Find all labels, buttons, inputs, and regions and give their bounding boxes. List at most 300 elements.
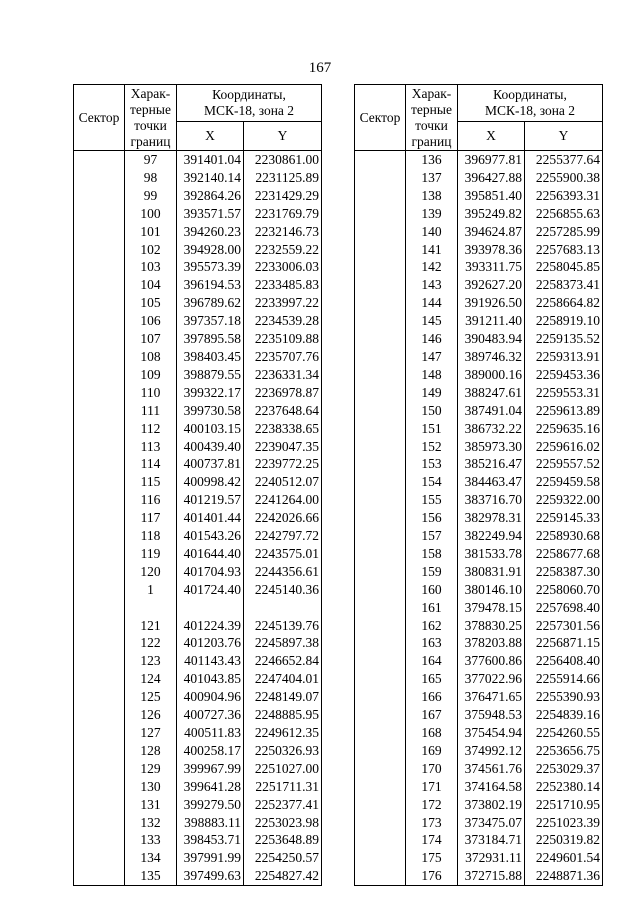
table-row	[74, 581, 322, 599]
x-coordinate-cell: 389746.32	[458, 348, 525, 366]
table-row	[74, 223, 322, 241]
point-number-cell: 125	[125, 688, 177, 706]
x-coordinate-cell: 373184.71	[458, 831, 525, 849]
table-row	[355, 742, 603, 760]
x-coordinate-cell: 400103.15	[177, 420, 244, 438]
table-row	[74, 831, 322, 849]
sector-cell	[355, 760, 406, 778]
table-row	[74, 384, 322, 402]
x-coordinate-cell: 400511.83	[177, 724, 244, 742]
header-coordinates: Координаты, МСК-18, зона 2	[458, 85, 603, 122]
sector-cell	[355, 814, 406, 832]
sector-cell	[74, 438, 125, 456]
table-row	[355, 688, 603, 706]
coordinates-table-right	[354, 84, 603, 886]
sector-cell	[74, 384, 125, 402]
x-coordinate-cell: 396789.62	[177, 294, 244, 312]
sector-cell	[74, 634, 125, 652]
y-coordinate-cell: 2258677.68	[525, 545, 603, 563]
point-number-cell: 156	[406, 509, 458, 527]
y-coordinate-cell: 2259322.00	[525, 491, 603, 509]
y-coordinate-cell: 2232146.73	[244, 223, 322, 241]
point-number-cell: 110	[125, 384, 177, 402]
point-number-cell: 111	[125, 402, 177, 420]
table-row	[74, 366, 322, 384]
x-coordinate-cell: 390483.94	[458, 330, 525, 348]
x-coordinate-cell: 396194.53	[177, 276, 244, 294]
sector-cell	[74, 760, 125, 778]
y-coordinate-cell: 2255900.38	[525, 169, 603, 187]
y-coordinate-cell: 2254827.42	[244, 867, 322, 885]
x-coordinate-cell: 400258.17	[177, 742, 244, 760]
x-coordinate-cell: 380146.10	[458, 581, 525, 599]
x-coordinate-cell: 388247.61	[458, 384, 525, 402]
table-row	[355, 509, 603, 527]
x-coordinate-cell: 401644.40	[177, 545, 244, 563]
y-coordinate-cell: 2248149.07	[244, 688, 322, 706]
table-row	[355, 241, 603, 259]
table-row	[74, 348, 322, 366]
table-row	[355, 455, 603, 473]
table-row	[355, 276, 603, 294]
x-coordinate-cell: 391211.40	[458, 312, 525, 330]
point-number-cell: 99	[125, 187, 177, 205]
sector-cell	[74, 420, 125, 438]
point-number-cell: 152	[406, 438, 458, 456]
point-number-cell: 154	[406, 473, 458, 491]
table-row	[74, 276, 322, 294]
table-row	[74, 420, 322, 438]
x-coordinate-cell: 397991.99	[177, 849, 244, 867]
table-row	[355, 670, 603, 688]
sector-cell	[355, 402, 406, 420]
x-coordinate-cell: 381533.78	[458, 545, 525, 563]
sector-cell	[74, 455, 125, 473]
table-row	[355, 599, 603, 617]
y-coordinate-cell: 2257698.40	[525, 599, 603, 617]
x-coordinate-cell: 400439.40	[177, 438, 244, 456]
x-coordinate-cell: 375454.94	[458, 724, 525, 742]
table-row	[355, 634, 603, 652]
table-row	[74, 241, 322, 259]
y-coordinate-cell: 2259145.33	[525, 509, 603, 527]
sector-cell	[355, 599, 406, 617]
table-row	[355, 169, 603, 187]
y-coordinate-cell: 2230861.00	[244, 151, 322, 169]
point-number-cell: 148	[406, 366, 458, 384]
y-coordinate-cell: 2253648.89	[244, 831, 322, 849]
y-coordinate-cell: 2238338.65	[244, 420, 322, 438]
x-coordinate-cell: 399279.50	[177, 796, 244, 814]
sector-cell	[74, 581, 125, 599]
point-number-cell: 120	[125, 563, 177, 581]
y-coordinate-cell: 2231125.89	[244, 169, 322, 187]
y-coordinate-cell: 2257301.56	[525, 617, 603, 635]
sector-cell	[74, 312, 125, 330]
y-coordinate-cell: 2253029.37	[525, 760, 603, 778]
header-sector: Сектор	[74, 85, 125, 151]
sector-cell	[74, 223, 125, 241]
table-row	[355, 473, 603, 491]
table-row	[355, 187, 603, 205]
y-coordinate-cell: 2234539.28	[244, 312, 322, 330]
sector-cell	[355, 187, 406, 205]
table-row	[74, 169, 322, 187]
x-coordinate-cell: 389000.16	[458, 366, 525, 384]
header-y: Y	[244, 122, 322, 151]
point-number-cell: 133	[125, 831, 177, 849]
table-row	[355, 796, 603, 814]
table-row	[355, 867, 603, 885]
table-row	[355, 348, 603, 366]
y-coordinate-cell: 2254839.16	[525, 706, 603, 724]
table-row	[355, 312, 603, 330]
point-number-cell: 134	[125, 849, 177, 867]
point-number-cell: 164	[406, 652, 458, 670]
y-coordinate-cell: 2249612.35	[244, 724, 322, 742]
point-number-cell: 140	[406, 223, 458, 241]
x-coordinate-cell: 398879.55	[177, 366, 244, 384]
y-coordinate-cell: 2245140.36	[244, 581, 322, 599]
x-coordinate-cell: 394624.87	[458, 223, 525, 241]
point-number-cell: 117	[125, 509, 177, 527]
y-coordinate-cell: 2255914.66	[525, 670, 603, 688]
table-row	[74, 778, 322, 796]
sector-cell	[355, 634, 406, 652]
x-coordinate-cell: 393571.57	[177, 205, 244, 223]
sector-cell	[355, 670, 406, 688]
table-row	[74, 455, 322, 473]
point-number-cell: 97	[125, 151, 177, 169]
y-coordinate-cell: 2259616.02	[525, 438, 603, 456]
table-row	[355, 778, 603, 796]
y-coordinate-cell: 2232559.22	[244, 241, 322, 259]
sector-cell	[355, 527, 406, 545]
x-coordinate-cell: 372931.11	[458, 849, 525, 867]
point-number-cell: 109	[125, 366, 177, 384]
point-number-cell: 124	[125, 670, 177, 688]
x-coordinate-cell: 387491.04	[458, 402, 525, 420]
point-number-cell: 147	[406, 348, 458, 366]
point-number-cell: 146	[406, 330, 458, 348]
table-row	[74, 599, 322, 617]
x-coordinate-cell	[177, 599, 244, 617]
point-number-cell: 122	[125, 634, 177, 652]
point-number-cell: 143	[406, 276, 458, 294]
point-number-cell: 174	[406, 831, 458, 849]
point-number-cell: 103	[125, 258, 177, 276]
x-coordinate-cell: 385216.47	[458, 455, 525, 473]
table-row	[74, 330, 322, 348]
x-coordinate-cell: 377600.86	[458, 652, 525, 670]
x-coordinate-cell: 374561.76	[458, 760, 525, 778]
sector-cell	[74, 276, 125, 294]
sector-cell	[74, 169, 125, 187]
point-number-cell: 119	[125, 545, 177, 563]
point-number-cell: 100	[125, 205, 177, 223]
point-number-cell: 112	[125, 420, 177, 438]
sector-cell	[74, 366, 125, 384]
sector-cell	[355, 223, 406, 241]
table-row	[74, 706, 322, 724]
sector-cell	[74, 670, 125, 688]
y-coordinate-cell: 2251711.31	[244, 778, 322, 796]
x-coordinate-cell: 386732.22	[458, 420, 525, 438]
point-number-cell: 153	[406, 455, 458, 473]
y-coordinate-cell: 2259313.91	[525, 348, 603, 366]
table-row	[355, 491, 603, 509]
header-sector: Сектор	[355, 85, 406, 151]
x-coordinate-cell: 397895.58	[177, 330, 244, 348]
table-row	[74, 473, 322, 491]
point-number-cell: 155	[406, 491, 458, 509]
y-coordinate-cell: 2252380.14	[525, 778, 603, 796]
sector-cell	[355, 509, 406, 527]
table-row	[355, 151, 603, 169]
point-number-cell: 168	[406, 724, 458, 742]
x-coordinate-cell: 379478.15	[458, 599, 525, 617]
sector-cell	[355, 294, 406, 312]
sector-cell	[74, 151, 125, 169]
y-coordinate-cell: 2251023.39	[525, 814, 603, 832]
x-coordinate-cell: 395249.82	[458, 205, 525, 223]
x-coordinate-cell: 401543.26	[177, 527, 244, 545]
x-coordinate-cell: 401401.44	[177, 509, 244, 527]
y-coordinate-cell: 2258930.68	[525, 527, 603, 545]
table-row	[355, 438, 603, 456]
x-coordinate-cell: 400998.42	[177, 473, 244, 491]
point-number-cell: 101	[125, 223, 177, 241]
point-number-cell: 141	[406, 241, 458, 259]
sector-cell	[355, 581, 406, 599]
x-coordinate-cell: 400727.36	[177, 706, 244, 724]
header-x: X	[458, 122, 525, 151]
sector-cell	[355, 151, 406, 169]
point-number-cell: 98	[125, 169, 177, 187]
sector-cell	[355, 545, 406, 563]
sector-cell	[74, 599, 125, 617]
y-coordinate-cell: 2243575.01	[244, 545, 322, 563]
table-row	[355, 402, 603, 420]
x-coordinate-cell: 376471.65	[458, 688, 525, 706]
sector-cell	[355, 384, 406, 402]
table-row	[74, 294, 322, 312]
y-coordinate-cell: 2248885.95	[244, 706, 322, 724]
point-number-cell: 116	[125, 491, 177, 509]
x-coordinate-cell: 377022.96	[458, 670, 525, 688]
sector-cell	[74, 652, 125, 670]
y-coordinate-cell: 2253656.75	[525, 742, 603, 760]
sector-cell	[355, 796, 406, 814]
sector-cell	[355, 724, 406, 742]
y-coordinate-cell: 2231769.79	[244, 205, 322, 223]
sector-cell	[355, 617, 406, 635]
point-number-cell: 114	[125, 455, 177, 473]
x-coordinate-cell: 401219.57	[177, 491, 244, 509]
sector-cell	[355, 258, 406, 276]
table-row	[355, 545, 603, 563]
table-row	[355, 384, 603, 402]
table-row	[74, 258, 322, 276]
sector-cell	[355, 455, 406, 473]
point-number-cell: 171	[406, 778, 458, 796]
y-coordinate-cell: 2252377.41	[244, 796, 322, 814]
point-number-cell: 107	[125, 330, 177, 348]
point-number-cell: 169	[406, 742, 458, 760]
point-number-cell: 142	[406, 258, 458, 276]
x-coordinate-cell: 401043.85	[177, 670, 244, 688]
sector-cell	[355, 348, 406, 366]
y-coordinate-cell: 2247404.01	[244, 670, 322, 688]
y-coordinate-cell: 2242026.66	[244, 509, 322, 527]
point-number-cell: 170	[406, 760, 458, 778]
point-number-cell: 150	[406, 402, 458, 420]
table-row	[74, 634, 322, 652]
y-coordinate-cell: 2258060.70	[525, 581, 603, 599]
x-coordinate-cell: 374992.12	[458, 742, 525, 760]
sector-cell	[355, 420, 406, 438]
table-row	[355, 617, 603, 635]
x-coordinate-cell: 378203.88	[458, 634, 525, 652]
y-coordinate-cell: 2256871.15	[525, 634, 603, 652]
table-row	[74, 867, 322, 885]
header-y: Y	[525, 122, 603, 151]
table-row	[74, 438, 322, 456]
sector-cell	[355, 849, 406, 867]
point-number-cell: 121	[125, 617, 177, 635]
sector-cell	[355, 563, 406, 581]
x-coordinate-cell: 397357.18	[177, 312, 244, 330]
table-row	[74, 688, 322, 706]
table-row	[74, 814, 322, 832]
y-coordinate-cell: 2259453.36	[525, 366, 603, 384]
y-coordinate-cell: 2250319.82	[525, 831, 603, 849]
table-row	[74, 724, 322, 742]
y-coordinate-cell	[244, 599, 322, 617]
y-coordinate-cell: 2235109.88	[244, 330, 322, 348]
point-number-cell: 135	[125, 867, 177, 885]
x-coordinate-cell: 397499.63	[177, 867, 244, 885]
y-coordinate-cell: 2254260.55	[525, 724, 603, 742]
sector-cell	[74, 831, 125, 849]
sector-cell	[355, 205, 406, 223]
x-coordinate-cell: 393311.75	[458, 258, 525, 276]
point-number-cell: 118	[125, 527, 177, 545]
x-coordinate-cell: 398453.71	[177, 831, 244, 849]
x-coordinate-cell: 382978.31	[458, 509, 525, 527]
y-coordinate-cell: 2237648.64	[244, 402, 322, 420]
table-row	[355, 258, 603, 276]
x-coordinate-cell: 396977.81	[458, 151, 525, 169]
point-number-cell: 127	[125, 724, 177, 742]
point-number-cell: 165	[406, 670, 458, 688]
point-number-cell: 123	[125, 652, 177, 670]
point-number-cell: 151	[406, 420, 458, 438]
point-number-cell: 1	[125, 581, 177, 599]
y-coordinate-cell: 2250326.93	[244, 742, 322, 760]
sector-cell	[74, 814, 125, 832]
x-coordinate-cell: 400904.96	[177, 688, 244, 706]
x-coordinate-cell: 373475.07	[458, 814, 525, 832]
sector-cell	[355, 778, 406, 796]
table-row	[74, 617, 322, 635]
point-number-cell: 113	[125, 438, 177, 456]
x-coordinate-cell: 401203.76	[177, 634, 244, 652]
sector-cell	[355, 438, 406, 456]
point-number-cell: 138	[406, 187, 458, 205]
sector-cell	[355, 241, 406, 259]
y-coordinate-cell: 2236978.87	[244, 384, 322, 402]
table-row	[74, 545, 322, 563]
sector-cell	[355, 169, 406, 187]
point-number-cell: 108	[125, 348, 177, 366]
point-number-cell: 137	[406, 169, 458, 187]
y-coordinate-cell: 2251710.95	[525, 796, 603, 814]
sector-cell	[74, 473, 125, 491]
point-number-cell: 129	[125, 760, 177, 778]
y-coordinate-cell: 2259135.52	[525, 330, 603, 348]
y-coordinate-cell: 2246652.84	[244, 652, 322, 670]
point-number-cell: 161	[406, 599, 458, 617]
point-number-cell: 159	[406, 563, 458, 581]
table-row	[355, 223, 603, 241]
y-coordinate-cell: 2241264.00	[244, 491, 322, 509]
y-coordinate-cell: 2258919.10	[525, 312, 603, 330]
y-coordinate-cell: 2256408.40	[525, 652, 603, 670]
sector-cell	[355, 706, 406, 724]
table-row	[355, 563, 603, 581]
sector-cell	[74, 742, 125, 760]
table-row	[355, 294, 603, 312]
x-coordinate-cell: 382249.94	[458, 527, 525, 545]
table-row	[355, 814, 603, 832]
point-number-cell: 173	[406, 814, 458, 832]
table-row	[355, 831, 603, 849]
y-coordinate-cell: 2254250.57	[244, 849, 322, 867]
table-row	[74, 742, 322, 760]
point-number-cell: 172	[406, 796, 458, 814]
y-coordinate-cell: 2253023.98	[244, 814, 322, 832]
point-number-cell: 176	[406, 867, 458, 885]
point-number-cell: 149	[406, 384, 458, 402]
y-coordinate-cell: 2249601.54	[525, 849, 603, 867]
point-number-cell: 139	[406, 205, 458, 223]
x-coordinate-cell: 395851.40	[458, 187, 525, 205]
point-number-cell: 136	[406, 151, 458, 169]
y-coordinate-cell: 2258387.30	[525, 563, 603, 581]
y-coordinate-cell: 2239772.25	[244, 455, 322, 473]
point-number-cell: 130	[125, 778, 177, 796]
y-coordinate-cell: 2259613.89	[525, 402, 603, 420]
sector-cell	[74, 724, 125, 742]
y-coordinate-cell: 2258045.85	[525, 258, 603, 276]
sector-cell	[74, 187, 125, 205]
x-coordinate-cell: 383716.70	[458, 491, 525, 509]
point-number-cell: 131	[125, 796, 177, 814]
y-coordinate-cell: 2233997.22	[244, 294, 322, 312]
sector-cell	[355, 491, 406, 509]
x-coordinate-cell: 395573.39	[177, 258, 244, 276]
x-coordinate-cell: 401704.93	[177, 563, 244, 581]
table-row	[355, 581, 603, 599]
sector-cell	[74, 509, 125, 527]
sector-cell	[74, 867, 125, 885]
sector-cell	[355, 867, 406, 885]
x-coordinate-cell: 394260.23	[177, 223, 244, 241]
point-number-cell: 163	[406, 634, 458, 652]
point-number-cell: 144	[406, 294, 458, 312]
point-number-cell: 167	[406, 706, 458, 724]
